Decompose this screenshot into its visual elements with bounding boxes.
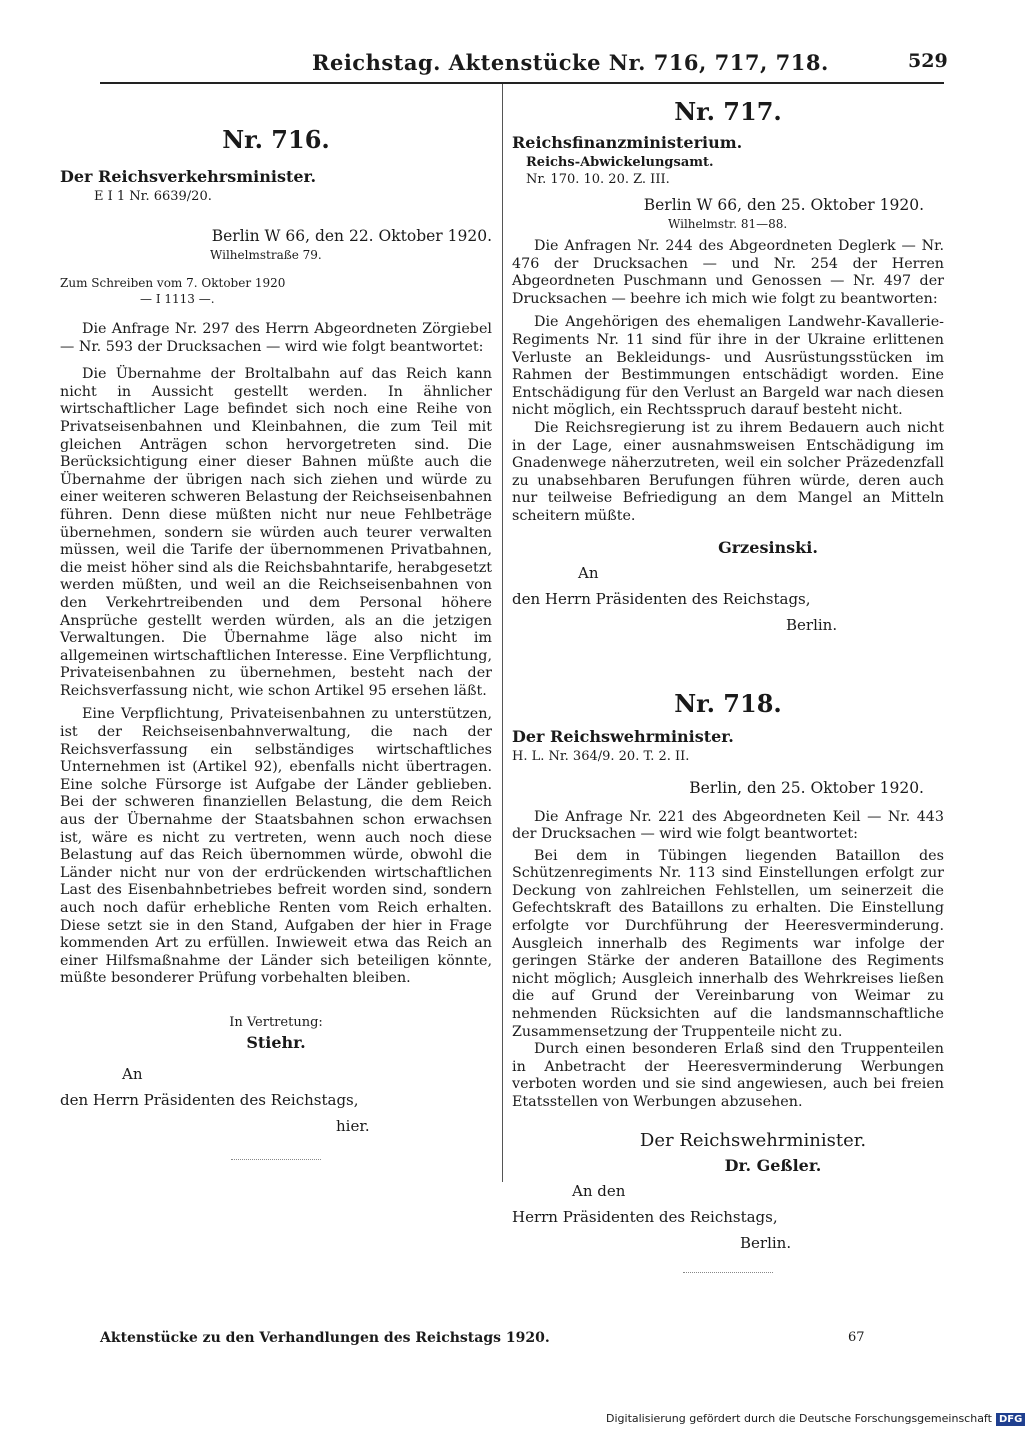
ministry-717: Reichsfinanzministerium. bbox=[512, 133, 743, 152]
reference-716: E I 1 Nr. 6639/20. bbox=[94, 189, 212, 204]
left-column bbox=[60, 96, 492, 1161]
right-column bbox=[512, 96, 944, 1274]
signature-716: Stiehr. bbox=[246, 1032, 306, 1052]
paragraph-718-intro: Die Anfrage Nr. 221 des Abgeordneten Keil — Nr. 443 der Drucksachen — wird wie folgt beantwortet: bbox=[512, 808, 944, 843]
author-716: Der Reichsverkehrsminister. bbox=[60, 167, 317, 186]
running-title: Reichstag. Aktenstücke Nr. 716, 717, 718. bbox=[312, 50, 829, 75]
paragraph-716-intro: Die Anfrage Nr. 297 des Herrn Abgeordneten Zörgiebel — Nr. 593 der Drucksachen — wird wie folgt beantwortet: bbox=[60, 321, 492, 355]
reference-718: H. L. Nr. 364/9. 20. T. 2. II. bbox=[512, 748, 690, 764]
place-716: hier. bbox=[336, 1116, 370, 1135]
addressee-717: den Herrn Präsidenten des Reichstags, bbox=[512, 589, 811, 608]
place-718: Berlin. bbox=[740, 1233, 792, 1252]
date-717: Berlin W 66, den 25. Oktober 1920. bbox=[643, 196, 924, 214]
address-an-717: An bbox=[578, 563, 599, 582]
paragraph-718-2: Durch einen besonderen Erlaß sind den Truppenteilen in Anbetracht der Heeresverminderung Werbungen verboten worden und sie sind angewiesen, auch bei freien Etatsstellen von Werbungen abzusehen. bbox=[512, 1041, 944, 1110]
document-number-718: Nr. 718. bbox=[674, 688, 782, 718]
paragraph-717-intro: Die Anfragen Nr. 244 des Abgeordneten Deglerk — Nr. 476 der Drucksachen — und Nr. 254 der Herren Abgeordneten Puschmann und Genossen — Nr. 497 der Drucksachen — beehre ich mich wie folgt zu beantworten: bbox=[512, 238, 944, 307]
header-rule bbox=[100, 82, 944, 84]
document-number-717: Nr. 717. bbox=[674, 97, 782, 126]
digitization-note bbox=[606, 1412, 1025, 1426]
document-number-716: Nr. 716. bbox=[222, 125, 330, 154]
page-number: 529 bbox=[908, 50, 948, 72]
column-divider bbox=[502, 84, 503, 1182]
date-718: Berlin, den 25. Oktober 1920. bbox=[689, 778, 924, 797]
dfg-note-text: Digitalisierung gefördert durch die Deutsche Forschungsgemeinschaft bbox=[606, 1412, 992, 1425]
title-718: Der Reichswehrminister. bbox=[639, 1129, 867, 1151]
letter-reference-716: Zum Schreiben vom 7. Oktober 1920 bbox=[60, 276, 286, 290]
paragraph-717-1: Die Angehörigen des ehemaligen Landwehr-Kavallerie-Regiments Nr. 11 sind für ihre in der Ukraine erlittenen Verluste an Bekleidungs- und Ausrüstungsstücken im Rahmen der Bestimmungen entschädigt worden. Eine Entschädigung für den Verlust an Bargeld war nach diesen nicht möglich, ein Rechtsspruch darauf besteht nicht. bbox=[512, 314, 944, 419]
street-717: Wilhelmstr. 81—88. bbox=[668, 217, 788, 231]
street-716: Wilhelmstraße 79. bbox=[210, 248, 322, 262]
address-an-718: An den bbox=[572, 1181, 626, 1200]
signature-717: Grzesinski. bbox=[718, 537, 818, 557]
section-separator-left bbox=[231, 1159, 321, 1161]
addressee-716: den Herrn Präsidenten des Reichstags, bbox=[60, 1090, 359, 1109]
section-separator-right bbox=[683, 1272, 773, 1274]
place-717: Berlin. bbox=[786, 615, 838, 634]
author-718: Der Reichswehrminister. bbox=[512, 726, 734, 746]
dfg-logo: DFG bbox=[996, 1413, 1025, 1426]
in-representation-label: In Vertretung: bbox=[229, 1014, 323, 1030]
letter-number-716: — I 1113 —. bbox=[140, 292, 215, 306]
addressee-718: Herrn Präsidenten des Reichstags, bbox=[512, 1207, 778, 1226]
date-716: Berlin W 66, den 22. Oktober 1920. bbox=[211, 227, 492, 245]
paragraph-718-1: Bei dem in Tübingen liegenden Bataillon des Schützenregiments Nr. 113 sind Einstellungen erfolgt zur Deckung von zahlreichen Fehlstellen, um seinerzeit die Gefechtskraft des Bataillons zu erhalten. Die Einstellung erfolgte vor Durchführung der Heeresverminderung. Ausgleich innerhalb des Regiments war infolge der geringen Stärke der anderen Bataillone des Regiments nicht möglich; Ausgleich innerhalb des Wehrkreises ließen die auf Grund der Vereinbarung von Weimar zu nehmenden Rücksichten auf die landsmannschaftliche Zusammensetzung der Truppenteile nicht zu. bbox=[512, 847, 944, 1040]
paragraph-716-2: Eine Verpflichtung, Privateisenbahnen zu unterstützen, ist der Reichseisenbahnverwaltung, die nach der Reichsverfassung ein selbständiges wirtschaftliches Unternehmen ist (Artikel 92), ebenfalls nicht übertragen. Eine solche Fürsorge ist Aufgabe der Länder geblieben. Bei der schweren finanziellen Belastung, die dem Reich aus der Übernahme der Staatsbahnen schon erwachsen ist, wäre es nicht zu vertreten, wenn auch noch diese Belastung auf das Reich übernommen würde, obwohl die Länder nicht nur von der erdrückenden wirtschaftlichen Last des Eisenbahnbetriebes befreit worden sind, sondern auch noch dafür erhebliche Renten vom Reich erhalten. Diese setzt sie in den Stand, Aufgaben der hier in Frage kommenden Art zu erfüllen. Inwieweit etwa das Reich an einer Hilfsmaßnahme der Länder sich beteiligen könnte, müßte besonderer Prüfung vorbehalten bleiben. bbox=[60, 706, 492, 987]
paragraph-717-2: Die Reichsregierung ist zu ihrem Bedauern auch nicht in der Lage, einer ausnahmsweisen Entschädigung im Gnadenwege näherzutreten, weil ein solcher Präzedenzfall zu unabsehbaren Berufungen führen würde, deren auch nur teilweise Befriedigung an dem Mangel an Mitteln scheitern müßte. bbox=[512, 419, 944, 524]
footer-title: Aktenstücke zu den Verhandlungen des Reichstags 1920. bbox=[100, 1330, 550, 1346]
address-an-716: An bbox=[122, 1064, 143, 1083]
footer-signature-number: 67 bbox=[848, 1330, 865, 1345]
paragraph-716-1: Die Übernahme der Broltalbahn auf das Reich kann nicht in Aussicht gestellt werden. In ähnlicher wirtschaftlicher Lage befindet sich noch eine Reihe von Privatseisenbahnen und Kleinbahnen, die zum Teil mit gleichen Anträgen schon hervorgetreten sind. Die Berücksichtigung einer dieser Bahnen müßte auch die Übernahme der übrigen nach sich ziehen und würde zu einer weiteren schweren Belastung der Reichseisenbahnen führen. Denn diese müßten nicht nur neue Fehlbeträge übernehmen, sondern sie würden auch teurer verwalten müssen, weil die Tarife der übernommenen Privatbahnen, die meist höher sind als die Reichsbahntarife, herabgesetzt werden müßten, und weil an die Reichseisenbahnen von den Verkehrtreibenden und dem Personal höhere Ansprüche gestellt werden würden, als an die jetzigen Verwaltungen. Die Übernahme läge also nicht im allgemeinen wirtschaftlichen Interesse. Eine Verpflichtung, Privateisenbahnen zu übernehmen, besteht nach der Reichsverfassung nicht, wie schon Artikel 95 ersehen läßt. bbox=[60, 366, 492, 699]
office-717: Reichs-Abwickelungsamt. bbox=[526, 155, 714, 170]
signature-718: Dr. Geßler. bbox=[724, 1155, 822, 1175]
reference-717: Nr. 170. 10. 20. Z. III. bbox=[526, 172, 670, 187]
